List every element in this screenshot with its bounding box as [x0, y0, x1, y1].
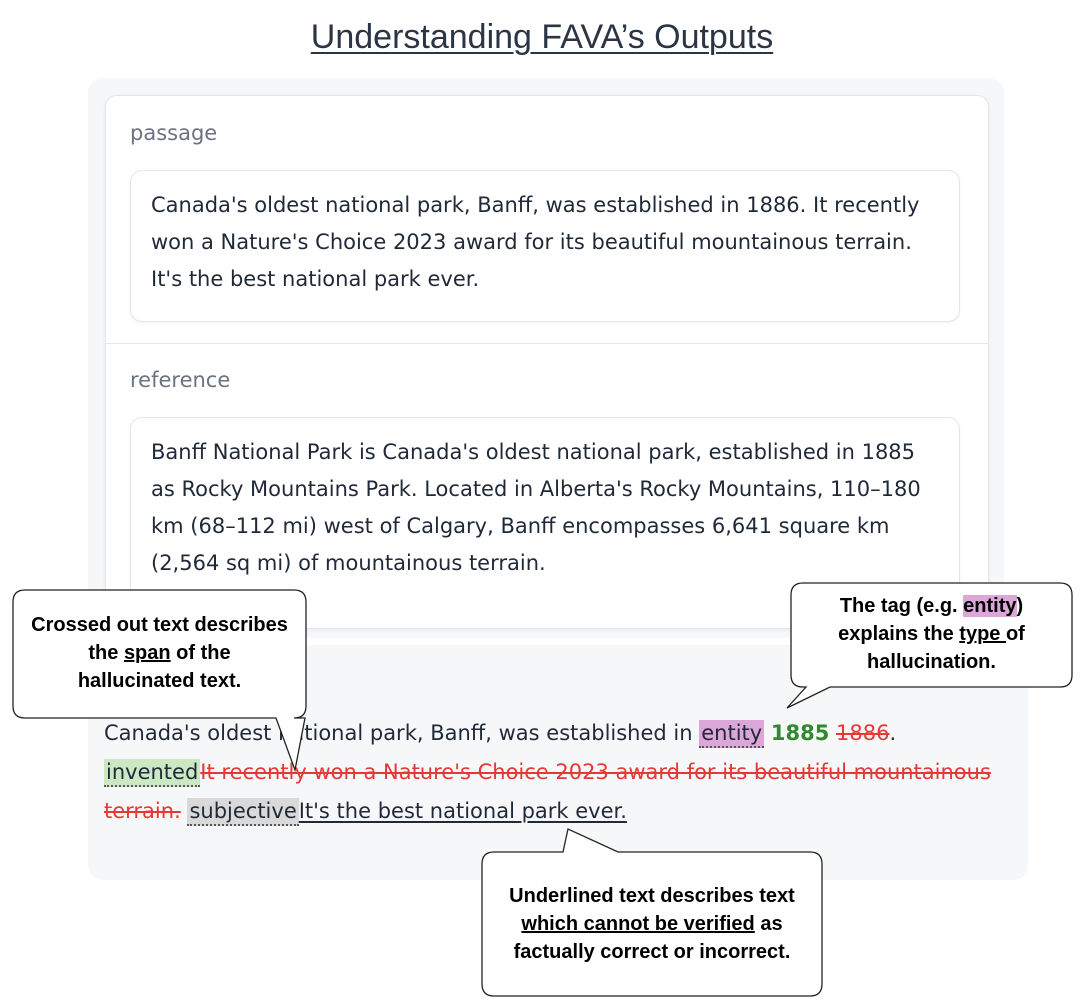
inserted-correction: 1885: [770, 721, 830, 745]
deleted-invented-span: It recently won a Nature's Choice 2023 award for its beautiful mountainous terrain.: [104, 760, 991, 823]
subjective-tag: subjective: [187, 798, 298, 826]
deleted-entity-span: 1886: [836, 721, 890, 745]
entity-tag: entity: [699, 720, 764, 748]
span-callout-text: Crossed out text describes the span of the hallucinated text.: [31, 614, 288, 692]
invented-tag: invented: [104, 759, 200, 787]
output-plain-text: Canada's oldest national park, Banff, was established in: [104, 721, 700, 745]
output-period: .: [889, 721, 897, 745]
unverifiable-span: It's the best national park ever.: [298, 799, 627, 823]
passage-textbox[interactable]: Canada's oldest national park, Banff, was established in 1886. It recently won a Nature's Choice 2023 award for its beautiful mountainous terrain. It's the best national park ever.: [130, 170, 960, 322]
figure-title: Understanding FAVA’s Outputs: [310, 18, 774, 56]
passage-label: passage: [130, 121, 218, 145]
tag-callout-text: The tag (e.g. entity) explains the type of hallucination.: [838, 595, 1025, 673]
reference-textbox[interactable]: Banff National Park is Canada's oldest national park, established in 1885 as Rocky Mountains Park. Located in Alberta's Rocky Mountains, 110–180 km (68–112 mi) west of Calgary, Banff encompasses 6,641 square km (2,564 sq mi) of mountainous terrain.: [130, 417, 960, 629]
underline-callout-text: Underlined text describes text which cannot be verified as factually correct or incorrect.: [509, 885, 795, 963]
reference-label: reference: [130, 368, 231, 392]
